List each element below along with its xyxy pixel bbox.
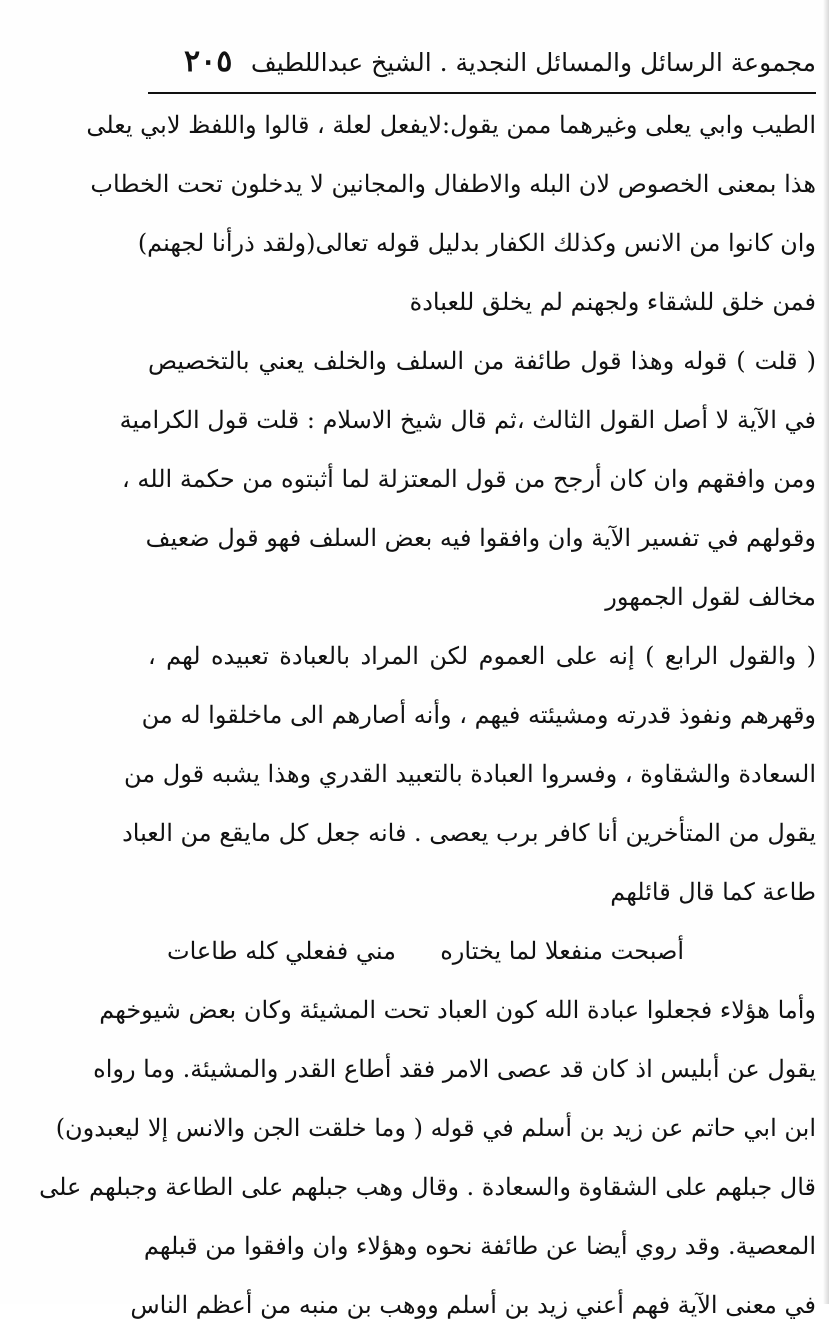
text-line: يقول عن أبليس اذ كان قد عصى الامر فقد أطاع القدر والمشيئة. وما رواه [93, 1055, 816, 1083]
text-line: في معنى الآية فهم أعني زيد بن أسلم ووهب بن منبه من أعظم الناس [130, 1291, 816, 1319]
text-line: طاعة كما قال قائلهم [610, 878, 816, 906]
page-number: ٢٠٥ [184, 44, 233, 79]
text-line: هذا بمعنى الخصوص لان البله والاطفال والمجانين لا يدخلون تحت الخطاب [90, 170, 816, 198]
text-line: ( والقول الرابع ) إنه على العموم لكن المراد بالعبادة تعبيده لهم ، [148, 642, 816, 670]
running-header-title: مجموعة الرسائل والمسائل النجدية . الشيخ عبداللطيف [250, 48, 816, 77]
body-text [39, 96, 816, 1335]
poetry-verse [148, 922, 816, 981]
verse-first-hemistich: أصبحت منفعلا لما يختاره [440, 937, 684, 965]
text-line: مخالف لقول الجمهور [605, 583, 816, 611]
text-line: الطيب وابي يعلى وغيرهما ممن يقول:لايفعل لعلة ، قالوا واللفظ لابي يعلى [86, 111, 816, 139]
text-line: السعادة والشقاوة ، وفسروا العبادة بالتعبيد القدري وهذا يشبه قول من [124, 760, 816, 788]
text-line: ابن ابي حاتم عن زيد بن أسلم في قوله ( وما خلقت الجن والانس إلا ليعبدون) [55, 1114, 816, 1142]
text-line: وقهرهم ونفوذ قدرته ومشيئته فيهم ، وأنه أصارهم الى ماخلقوا له من [141, 701, 816, 729]
text-line: ( قلت ) قوله وهذا قول طائفة من السلف والخلف يعني بالتخصيص [148, 347, 816, 375]
text-line: في الآية لا أصل القول الثالث ،ثم قال شيخ الاسلام : قلت قول الكرامية [119, 406, 816, 434]
text-line: المعصية. وقد روي أيضا عن طائفة نحوه وهؤلاء وان وافقوا من قبلهم [143, 1232, 816, 1260]
text-line: قال جبلهم على الشقاوة والسعادة . وقال وهب جبلهم على الطاعة وجبلهم على [39, 1173, 816, 1201]
text-line: فمن خلق للشقاء ولجهنم لم يخلق للعبادة [409, 288, 816, 316]
text-line: وان كانوا من الانس وكذلك الكفار بدليل قوله تعالى(ولقد ذرأنا لجهنم) [137, 229, 816, 257]
verse-second-hemistich: مني ففعلي كله طاعات [166, 937, 396, 965]
header-rule [148, 92, 816, 94]
text-line: وقولهم في تفسير الآية وان وافقوا فيه بعض السلف فهو قول ضعيف [145, 524, 816, 552]
text-line: ومن وافقهم وان كان أرجح من قول المعتزلة لما أثبتوه من حكمة الله ، [122, 465, 816, 493]
running-header [148, 40, 816, 90]
text-line: وأما هؤلاء فجعلوا عبادة الله كون العباد تحت المشيئة وكان بعض شيوخهم [99, 996, 816, 1024]
text-line: يقول من المتأخرين أنا كافر برب يعصى . فانه جعل كل مايقع من العباد [122, 819, 816, 847]
page-edge-shadow [823, 0, 829, 1304]
